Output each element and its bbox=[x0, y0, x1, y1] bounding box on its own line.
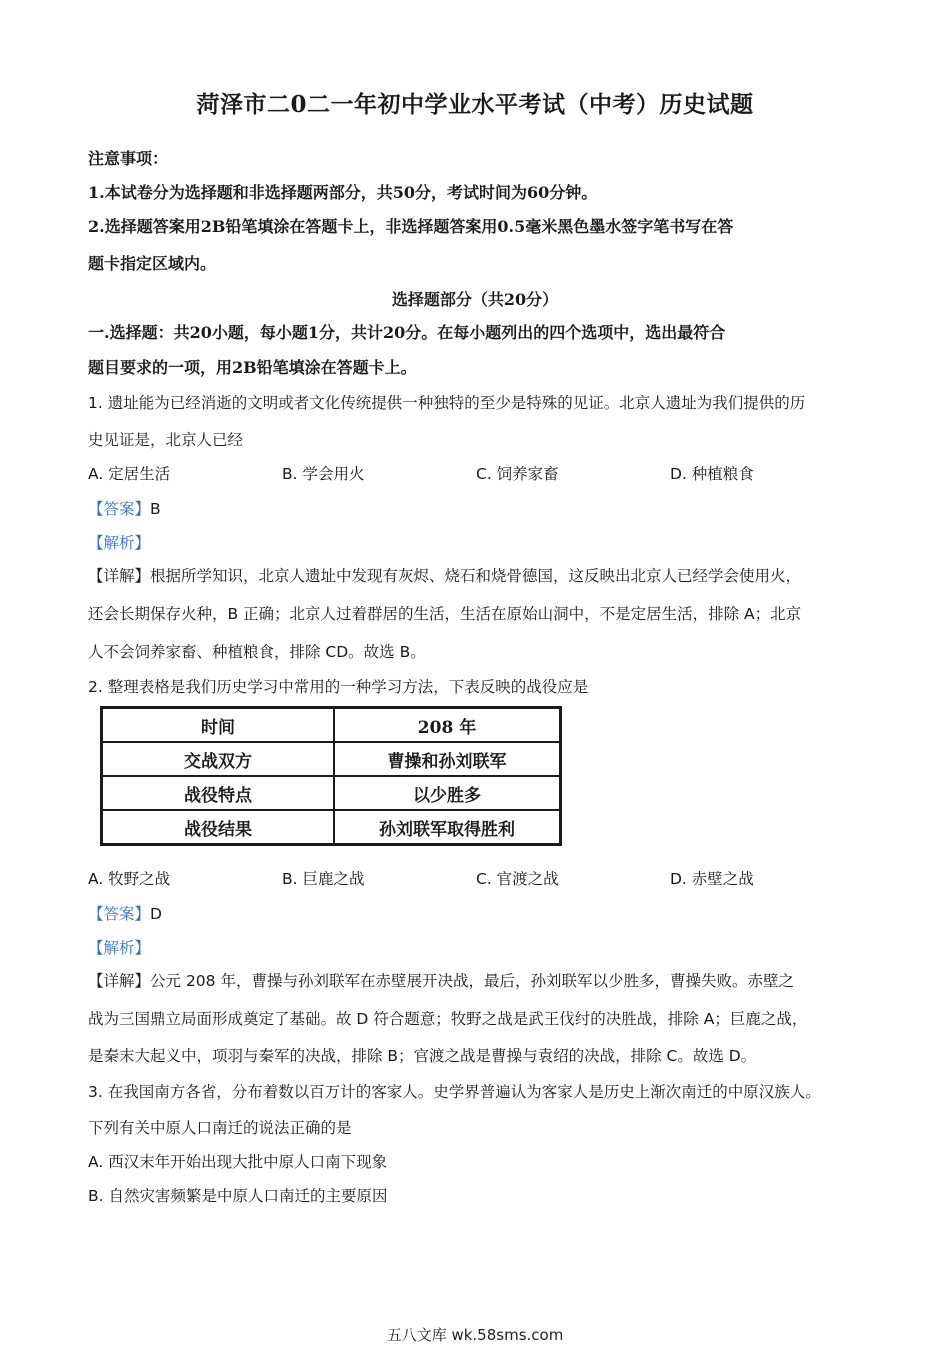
q3-option-b: B. 自然灾害频繁是中原人口南迁的主要原因 bbox=[88, 1187, 388, 1205]
section-instructions-cont: 题目要求的一项，用2B铅笔填涂在答题卡上。 bbox=[88, 358, 417, 377]
table-cell: 208 年 bbox=[334, 708, 561, 743]
table-row bbox=[102, 742, 561, 776]
table-cell: 战役结果 bbox=[102, 810, 335, 845]
notice-heading: 注意事项： bbox=[88, 149, 169, 168]
section-instructions: 一.选择题：共20小题，每小题1分，共计20分。在每小题列出的四个选项中，选出最符合 bbox=[88, 323, 726, 342]
q1-stem-cont: 史见证是，北京人已经 bbox=[88, 431, 244, 449]
answer-tag: 【答案】 bbox=[88, 500, 151, 518]
answer-tag: 【答案】 bbox=[88, 905, 151, 923]
table-row bbox=[102, 810, 561, 845]
q2-detail bbox=[88, 969, 794, 991]
table-row bbox=[102, 776, 561, 810]
page-title: 菏泽市二0二一年初中学业水平考试（中考）历史试题 bbox=[196, 91, 754, 118]
table-cell: 战役特点 bbox=[102, 776, 335, 810]
footer-watermark: 五八文库 wk.58sms.com bbox=[386, 1326, 564, 1344]
table-cell: 交战双方 bbox=[102, 742, 335, 776]
detail-text: 根据所学知识，北京人遗址中发现有灰烬、烧石和烧骨德国，这反映出北京人已经学会使用火， bbox=[150, 567, 802, 585]
q2-answer bbox=[88, 902, 162, 924]
q1-detail bbox=[88, 564, 801, 586]
section-title: 选择题部分（共20分） bbox=[391, 290, 559, 309]
q2-stem: 2. 整理表格是我们历史学习中常用的一种学习方法，下表反映的战役应是 bbox=[88, 678, 589, 696]
q1-option-d: D. 种植粮食 bbox=[670, 465, 754, 483]
q1-detail-line-2: 还会长期保存火种，B 正确；北京人过着群居的生活，生活在原始山洞中，不是定居生活，排除 A；北京 bbox=[88, 605, 802, 623]
table-row bbox=[102, 708, 561, 743]
q2-option-c: C. 官渡之战 bbox=[476, 870, 559, 888]
battle-table bbox=[100, 706, 562, 846]
detail-tag: 【详解】 bbox=[88, 567, 151, 585]
table-cell: 时间 bbox=[102, 708, 335, 743]
q1-option-b: B. 学会用火 bbox=[282, 465, 365, 483]
q2-option-b: B. 巨鹿之战 bbox=[282, 870, 365, 888]
notice-item-2: 2.选择题答案用2B铅笔填涂在答题卡上，非选择题答案用0.5毫米黑色墨水签字笔书写在答 bbox=[88, 217, 734, 236]
answer-value: D bbox=[150, 905, 162, 923]
q1-answer bbox=[88, 497, 161, 519]
q2-detail-line-3: 是秦末大起义中，项羽与秦军的决战，排除 B；官渡之战是曹操与袁绍的决战，排除 C。故选 D。 bbox=[88, 1047, 757, 1065]
notice-item-1: 1.本试卷分为选择题和非选择题两部分，共50分，考试时间为60分钟。 bbox=[88, 183, 598, 202]
q2-analysis-tag: 【解析】 bbox=[88, 939, 151, 957]
q1-option-c: C. 饲养家畜 bbox=[476, 465, 559, 483]
q2-option-a: A. 牧野之战 bbox=[88, 870, 171, 888]
q3-stem: 3. 在我国南方各省，分布着数以百万计的客家人。史学界普遍认为客家人是历史上渐次南迁的中原汉族人。 bbox=[88, 1083, 821, 1101]
detail-tag: 【详解】 bbox=[88, 972, 151, 990]
answer-value: B bbox=[150, 500, 161, 518]
table-cell: 曹操和孙刘联军 bbox=[334, 742, 561, 776]
q1-stem: 1. 遗址能为已经消逝的文明或者文化传统提供一种独特的至少是特殊的见证。北京人遗址为我们提供的历 bbox=[88, 394, 806, 412]
table-cell: 孙刘联军取得胜利 bbox=[334, 810, 561, 845]
table-cell: 以少胜多 bbox=[334, 776, 561, 810]
q1-analysis-tag: 【解析】 bbox=[88, 534, 151, 552]
q1-detail-line-3: 人不会饲养家畜、种植粮食，排除 CD。故选 B。 bbox=[88, 643, 426, 661]
q2-detail-line-2: 战为三国鼎立局面形成奠定了基础。故 D 符合题意；牧野之战是武王伐纣的决胜战，排除 A；巨鹿之战， bbox=[88, 1010, 808, 1028]
q1-option-a: A. 定居生活 bbox=[88, 465, 171, 483]
notice-item-2-cont: 题卡指定区域内。 bbox=[88, 254, 217, 273]
q3-option-a: A. 西汉末年开始出现大批中原人口南下现象 bbox=[88, 1153, 388, 1171]
q2-option-d: D. 赤壁之战 bbox=[670, 870, 754, 888]
detail-text: 公元 208 年，曹操与孙刘联军在赤壁展开决战，最后，孙刘联军以少胜多，曹操失败。赤壁之 bbox=[150, 972, 794, 990]
q3-stem-cont: 下列有关中原人口南迁的说法正确的是 bbox=[88, 1119, 352, 1137]
